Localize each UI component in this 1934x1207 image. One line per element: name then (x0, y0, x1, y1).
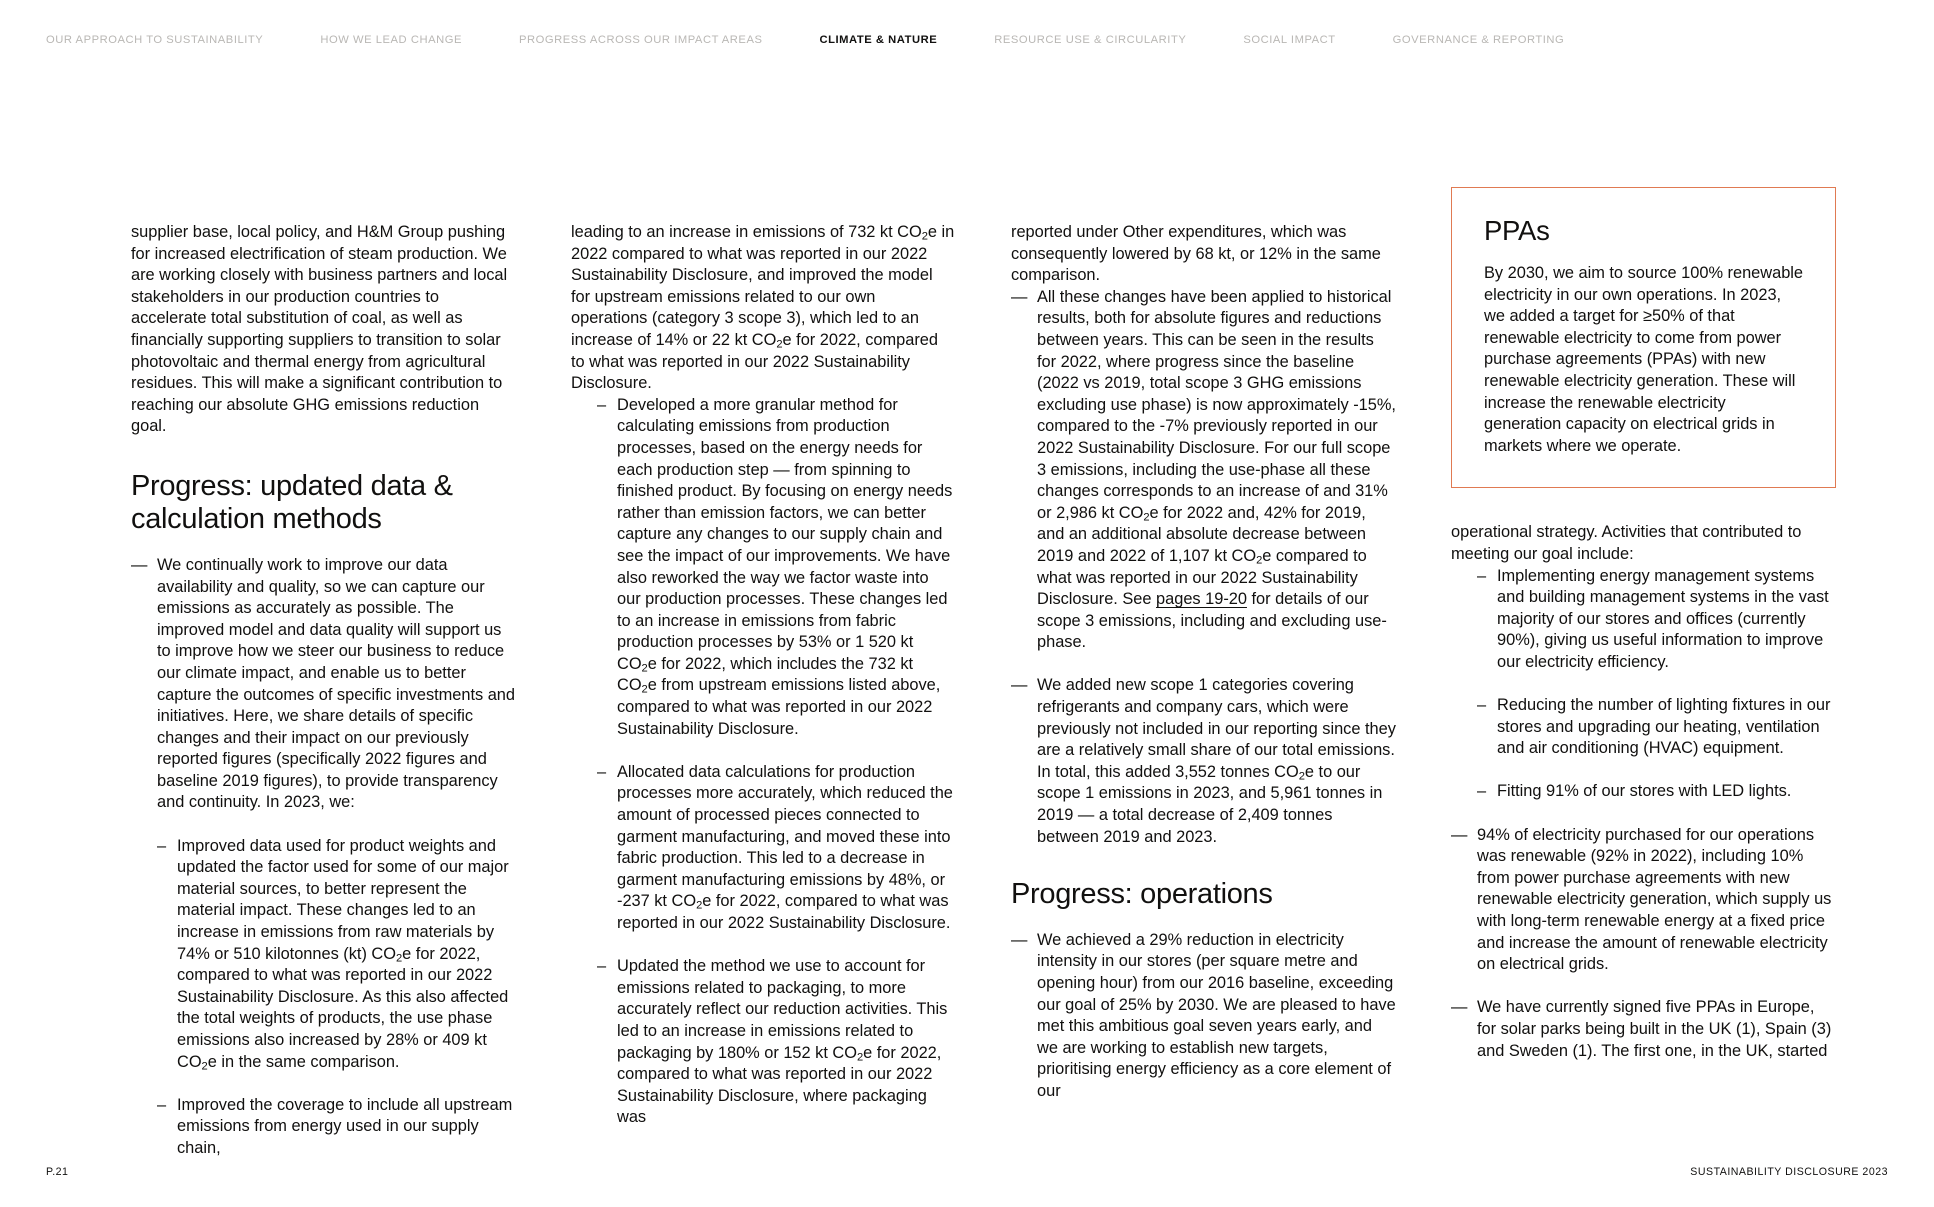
list-item-text-seg2: e for 2022, compared to what was reported in our 2022 Sustainability Disclosure. As this also affected the total weights of products, the use phase emissions also increased by 28% or 409 kt CO (177, 944, 509, 1071)
ppas-callout-box (1451, 187, 1836, 488)
em-dash-bullet-icon: — (1011, 287, 1028, 306)
page-content (131, 215, 1837, 1157)
section-title-progress-operations: Progress: operations (1011, 878, 1273, 911)
page-footer (0, 1137, 1934, 1207)
en-dash-bullet-icon: – (1477, 696, 1487, 715)
column-2 (571, 222, 956, 1127)
list-item-text: We achieved a 29% reduction in electricity intensity in our stores (per square metre and opening hour) from our 2016 baseline, exceeding our goal of 25% by 2030. We are pleased to have met this ambitious goal seven years early, and we are working to establish new targets, prioritising energy efficiency as a core element of our (1037, 930, 1396, 1100)
nav-item-resource-use-and-circularity[interactable]: RESOURCE USE & CIRCULARITY (994, 34, 1187, 46)
en-dash-bullet-icon: – (597, 395, 607, 414)
list-item-text-seg1: Improved the coverage to include all upstream emissions from energy used in our supply chain, (177, 1095, 513, 1157)
list-item (597, 762, 956, 935)
column-3 (1011, 222, 1396, 1102)
list-item-text-seg2: e for 2022, which includes the 732 kt CO (617, 654, 914, 695)
list-item-text-seg3: e compared to what was reported in our 2022 Sustainability Disclosure. See (1037, 546, 1367, 609)
continuation-seg2: e in 2022 compared to what was reported in our 2022 Sustainability Disclosure, and improved the model for upstream emissions related to our own operations (category 3 scope 3), which led to an increase of 14% or 22 kt CO (571, 223, 955, 349)
en-dash-bullet-icon: – (1477, 782, 1487, 801)
list-item (1011, 675, 1396, 848)
en-dash-bullet-icon: – (597, 762, 607, 781)
operations-bullet-list (1011, 930, 1396, 1103)
operations-activities-sub-bullet-list (1477, 566, 1836, 804)
co2-subscript: 2 (856, 1051, 864, 1064)
list-item-text: 94% of electricity purchased for our operations was renewable (92% in 2022), including 10% from power purchase agreements with new renewable electricity generation, which supply us with long-term renewable energy at a fixed price and increase the amount of renewable electricity on electrical grids. (1477, 825, 1832, 974)
em-dash-bullet-icon: — (1011, 930, 1028, 949)
co2-subscript: 2 (696, 899, 703, 912)
co2-subscript: 2 (641, 683, 648, 696)
continuation-paragraph (571, 222, 956, 395)
list-item-text-seg1: Allocated data calculations for production processes more accurately, which reduced the amount of processed pieces connected to garment manufacturing, and moved these into fabric production. This led to a decrease in garment manufacturing emissions by 48%, or -237 kt CO (617, 762, 953, 911)
nav-item-climate-and-nature[interactable]: CLIMATE & NATURE (819, 34, 938, 46)
method-changes-sub-bullet-list (597, 395, 956, 1129)
list-item-text: Reducing the number of lighting fixtures in our stores and upgrading our heating, ventilation and air conditioning (HVAC) equipment. (1497, 696, 1831, 758)
callout-body: By 2030, we aim to source 100% renewable electricity in our own operations. In 2023, we added a target for ≥50% of that renewable electricity to come from power purchase agreements (PPAs) with new renewable electricity generation. These will increase the renewable electricity generation capacity on electrical grids in markets where we operate. (1484, 264, 1804, 455)
footer-document-title: SUSTAINABILITY DISCLOSURE 2023 (1690, 1166, 1888, 1178)
list-item-text-seg1: We added new scope 1 categories covering refrigerants and company cars, which were previously not included in our reporting since they are a relatively small share of our total emissions. In total, this added 3,552 tonnes CO (1037, 676, 1396, 781)
callout-title: PPAs (1484, 215, 1550, 246)
en-dash-bullet-icon: – (1477, 566, 1487, 585)
list-item (1477, 566, 1836, 674)
en-dash-bullet-icon: – (157, 836, 167, 855)
list-item-text-seg4: for details of our scope 3 emissions, including and excluding use-phase. (1037, 590, 1387, 652)
co2-subscript: 2 (1143, 511, 1150, 524)
list-item (1011, 930, 1396, 1103)
em-dash-bullet-icon: — (1451, 825, 1468, 844)
list-item-text-seg2: e for 2022, compared to what was reported in our 2022 Sustainability Disclosure. (617, 892, 951, 932)
nav-item-governance-and-reporting[interactable]: GOVERNANCE & REPORTING (1392, 34, 1565, 46)
co2-subscript: 2 (1298, 770, 1305, 783)
list-item-text: We continually work to improve our data availability and quality, so we can capture our emissions as accurately as possible. The improved model and data quality will support us to improve how we steer our business to reduce our climate impact, and enable us to better capture the outcomes of specific investments and initiatives. Here, we share details of specific changes and their impact on our previously reported figures (specifically 2022 figures and baseline 2019 figures), to provide transparency and continuity. In 2023, we: (157, 555, 516, 812)
list-item (131, 555, 516, 814)
co2-subscript: 2 (776, 338, 783, 351)
co2-subscript: 2 (395, 952, 403, 965)
page-title: Progress: updated data & calculation methods (131, 469, 453, 536)
en-dash-bullet-icon: – (597, 957, 607, 976)
list-item (597, 956, 956, 1129)
co2-subscript: 2 (641, 662, 648, 675)
pages-19-20-link[interactable]: pages 19-20 (1156, 590, 1247, 609)
list-item-text-seg2: e for 2022, compared to what was reported in our 2022 Sustainability Disclosure, where packaging was (617, 1043, 942, 1127)
footer-page-number: P.21 (46, 1166, 69, 1178)
em-dash-bullet-icon: — (131, 555, 148, 574)
list-item-text: Implementing energy management systems and building management systems in the vast majority of our stores and offices (currently 90%), giving us useful information to improve our electricity efficiency. (1497, 566, 1829, 671)
list-item-text: Fitting 91% of our stores with LED lights. (1497, 782, 1792, 801)
list-item-text: We have currently signed five PPAs in Europe, for solar parks being built in the UK (1), Spain (3) and Sweden (1). The first one, in the UK, started (1477, 998, 1832, 1060)
list-item (597, 395, 956, 741)
list-item (1477, 695, 1836, 760)
renewable-electricity-bullet-list (1451, 825, 1836, 1063)
historical-results-bullet-list (1011, 287, 1396, 848)
list-item (1477, 781, 1836, 803)
em-dash-bullet-icon: — (1011, 676, 1028, 695)
progress-data-bullet-list (131, 555, 516, 814)
co2-subscript: 2 (921, 230, 928, 243)
co2-subscript: 2 (1256, 554, 1263, 567)
list-item-text-seg1: Updated the method we use to account for emissions related to packaging, to more accurately reflect our reduction activities. This led to an increase in emissions related to packaging by 180% or 152 kt CO (617, 957, 948, 1062)
progress-data-sub-bullet-list (157, 836, 516, 1160)
nav-item-progress-across-our-impact-areas[interactable]: PROGRESS ACROSS OUR IMPACT AREAS (519, 34, 763, 46)
list-item-text-seg3: e in the same comparison. (207, 1052, 400, 1071)
column-4 (1451, 215, 1836, 1102)
list-item (157, 836, 516, 1074)
nav-item-social-impact[interactable]: SOCIAL IMPACT (1243, 34, 1336, 46)
en-dash-bullet-icon: – (157, 1095, 167, 1114)
continuation-seg3: e for 2022, compared to what was reported in our 2022 Sustainability Disclosure. (571, 330, 938, 393)
list-item (1451, 825, 1836, 976)
nav-item-how-we-lead-change[interactable]: HOW WE LEAD CHANGE (320, 34, 462, 46)
continuation-paragraph: reported under Other expenditures, which was consequently lowered by 68 kt, or 12% in the same comparison. (1011, 223, 1381, 285)
list-item-text-seg2: e for 2022 and, 42% for 2019, and an additional absolute decrease between 2019 and 2022 of 1,107 kt CO (1037, 503, 1367, 565)
co2-subscript: 2 (201, 1060, 208, 1073)
intro-paragraph: supplier base, local policy, and H&M Group pushing for increased electrification of steam production. We are working closely with business partners and local stakeholders in our production countries to accelerate total substitution of coal, as well as financially supporting suppliers to transition to solar photovoltaic and thermal energy from agricultural residues. This will make a significant contribution to reaching our absolute GHG emissions reduction goal. (131, 223, 508, 436)
list-item-text-seg1: All these changes have been applied to historical results, both for absolute figures and reductions between years. This can be seen in the results for 2022, where progress since the baseline (2022 vs 2019, total scope 3 GHG emissions excluding use phase) is now approximately -15%, compared to the -7% previously reported in our 2022 Sustainability Disclosure. For our full scope 3 emissions, including the use-phase all these changes corresponds to an increase of and 31% or 2,986 kt CO (1037, 287, 1396, 522)
continuation-paragraph: operational strategy. Activities that contributed to meeting our goal include: (1451, 523, 1802, 563)
list-item-text-seg2: e to our scope 1 emissions in 2023, and 5,961 tonnes in 2019 — a total decrease of 2,409 tonnes between 2019 and 2023. (1037, 762, 1383, 846)
column-1 (131, 222, 516, 1157)
top-navigation (0, 0, 1934, 80)
em-dash-bullet-icon: — (1451, 998, 1468, 1017)
list-item-text-seg3: e from upstream emissions listed above, compared to what was reported in our 2022 Sustainability Disclosure. (617, 676, 941, 738)
nav-item-our-approach-to-sustainability[interactable]: OUR APPROACH TO SUSTAINABILITY (46, 34, 264, 46)
list-item-text-seg1: Developed a more granular method for calculating emissions from production processes, based on the energy needs for each production step — from spinning to finished product. By focusing on energy needs rather than emission factors, we can better capture any changes to our supply chain and see the impact of our improvements. We have also reworked the way we factor waste into our production processes. These changes led to an increase in emissions from fabric production processes by 53% or 1 520 kt CO (617, 395, 953, 673)
list-item-text-seg1: Improved data used for product weights and updated the factor used for some of our major material sources, to better represent the material impact. These changes led to an increase in emissions from raw materials by 74% or 510 kilotonnes (kt) CO (177, 836, 509, 963)
continuation-seg1: leading to an increase in emissions of 732 kt CO (571, 223, 922, 241)
list-item (1011, 287, 1396, 654)
list-item (1451, 997, 1836, 1062)
